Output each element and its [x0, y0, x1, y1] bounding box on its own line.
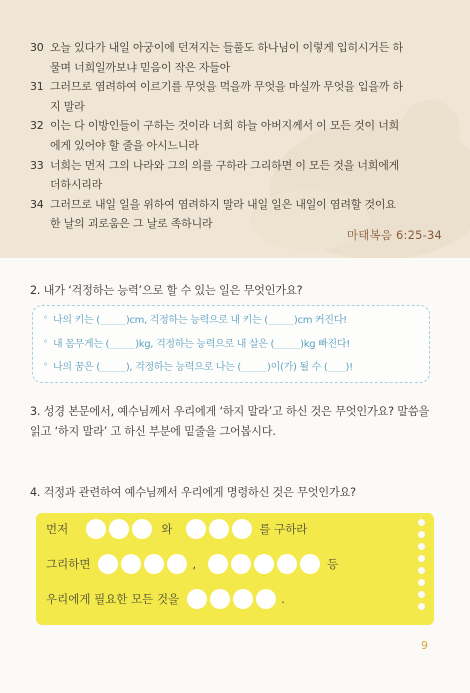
verse-list: [30, 38, 440, 234]
blank-circle[interactable]: [186, 519, 206, 539]
blank-circle[interactable]: [187, 589, 207, 609]
blank-circle[interactable]: [98, 554, 118, 574]
bullet-icon: °: [43, 339, 48, 350]
fill-row-3: 우리에게 필요한 모든 것을 .: [46, 588, 285, 610]
scripture-panel: [0, 0, 470, 258]
answer-height: ° 나의 키는 ( )cm, 걱정하는 능력으로 내 키는 ( )cm 커진다!: [43, 315, 347, 326]
blank-field[interactable]: [100, 313, 126, 325]
punched-holes: [414, 519, 428, 619]
blank-circle[interactable]: [300, 554, 320, 574]
question-3: 3. 성경 본문에서, 예수님께서 우리에게 ‘하지 말라’고 하신 것은 무엇인가요? 말씀을 읽고 ‘하지 말라’ 고 하신 부분에 밑줄을 그어봅시다.: [30, 405, 430, 438]
question-4: 4. 걱정과 관련하여 예수님께서 우리에게 명령하신 것은 무엇인가요?: [30, 486, 356, 499]
blank-circle[interactable]: [86, 519, 106, 539]
blank-circle[interactable]: [209, 519, 229, 539]
blank-circle[interactable]: [144, 554, 164, 574]
blank-field[interactable]: [328, 360, 346, 372]
verse-34: 34 그러므로 내일 일을 위하여 염려하지 말라 내일 일은 내일이 염려할 것이요 한 날의 괴로움은 그 날로 족하니라: [30, 197, 396, 231]
blank-field[interactable]: [109, 337, 135, 349]
blank-circle[interactable]: [254, 554, 274, 574]
scripture-reference: 마태복음 6:25-34: [346, 228, 442, 242]
verse-30: 30 오늘 있다가 내일 아궁이에 던져지는 들풀도 하나님이 이렇게 입히시거든 하 물며 너희일까보냐 믿음이 작은 자들아: [30, 41, 403, 74]
answer-weight: ° 내 몸무게는 ( )kg, 걱정하는 능력으로 내 살은 ( )kg 빠진다!: [43, 339, 350, 350]
blank-circle[interactable]: [277, 554, 297, 574]
verse-33: 33 너희는 먼저 그의 나라와 그의 의를 구하라 그리하면 이 모든 것을 너희에게 더하시리라: [30, 158, 400, 192]
fill-row-2: 그리하면 , 등: [46, 553, 338, 575]
blank-circle[interactable]: [109, 519, 129, 539]
blank-circle[interactable]: [121, 554, 141, 574]
fill-row-1: 먼저 와 를 구하라: [46, 518, 307, 540]
blank-circle[interactable]: [231, 554, 251, 574]
blank-circle[interactable]: [167, 554, 187, 574]
question-2: 2. 내가 ‘걱정하는 능력’으로 할 수 있는 일은 무엇인가요?: [30, 284, 303, 297]
blank-circle[interactable]: [232, 519, 252, 539]
blank-field[interactable]: [268, 313, 294, 325]
blank-field[interactable]: [274, 337, 300, 349]
blank-circle[interactable]: [210, 589, 230, 609]
blank-circle[interactable]: [233, 589, 253, 609]
blank-circle[interactable]: [256, 589, 276, 609]
answer-box: [32, 305, 430, 383]
blank-field[interactable]: [241, 360, 267, 372]
fill-in-card: [36, 513, 434, 625]
verse-31: 31 그러므로 염려하여 이르기를 무엇을 먹을까 무엇을 마실까 무엇을 입을까 하 지 말라: [30, 80, 403, 113]
bullet-icon: °: [43, 315, 48, 326]
blank-circle[interactable]: [132, 519, 152, 539]
bullet-icon: °: [43, 362, 48, 373]
blank-field[interactable]: [100, 360, 126, 372]
answer-dream: ° 나의 꿈은 ( ), 걱정하는 능력으로 나는 ( )이(가) 될 수 ( )!: [43, 362, 353, 373]
page-number: 9: [421, 639, 428, 652]
verse-32: 32 이는 다 이방인들이 구하는 것이라 너희 하늘 아버지께서 이 모든 것이 너희 에게 있어야 할 줄을 아시느니라: [30, 119, 400, 152]
blank-circle[interactable]: [208, 554, 228, 574]
